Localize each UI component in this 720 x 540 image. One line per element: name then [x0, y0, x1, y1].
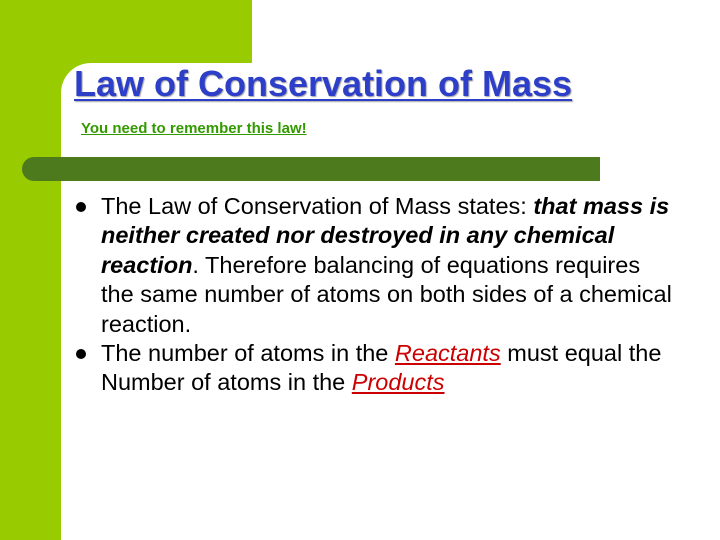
bullet-item-definition [76, 192, 676, 339]
bullet-text: The Law of Conservation of Mass states: [101, 193, 534, 219]
slide-title: Law of Conservation of Mass [74, 63, 573, 104]
reactants-term: Reactants [394, 340, 501, 367]
bullet-list [76, 192, 676, 398]
bullet-text: The number of atoms in the [101, 340, 395, 367]
bullet-dot-icon [76, 349, 86, 359]
products-term: Products [351, 369, 445, 396]
bullet-text: must equal the Number of atoms in the [101, 340, 662, 396]
slide-subtitle: You need to remember this law! [81, 120, 307, 137]
divider-bar [22, 157, 600, 181]
bullet-text: . Therefore balancing of equations requires the same number of atoms on both sides of a chemical reaction. [101, 251, 672, 337]
bullet-dot-icon [76, 202, 86, 212]
law-statement: that mass is neither created nor destroyed in any chemical reaction [101, 193, 670, 278]
bullet-item-atoms [76, 339, 676, 398]
